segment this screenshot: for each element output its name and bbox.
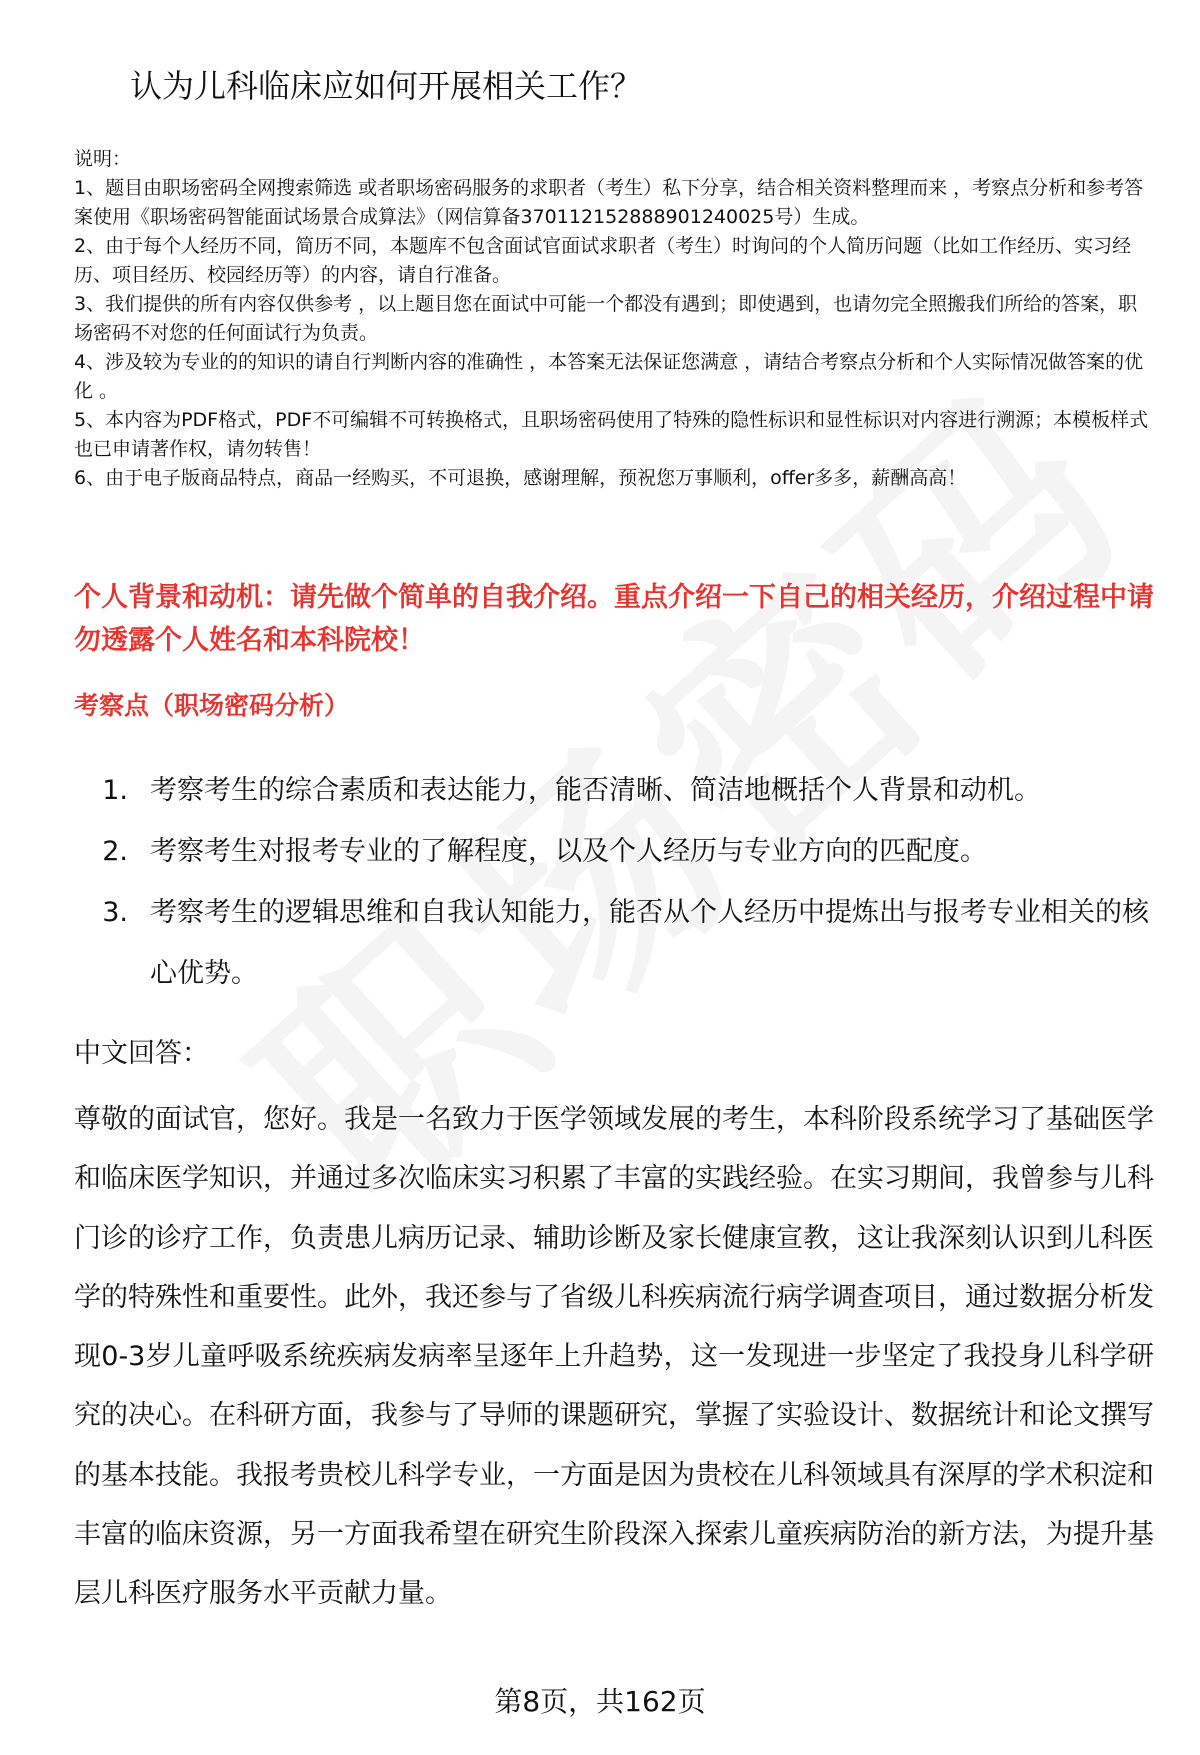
page-title: 认为儿科临床应如何开展相关工作？ bbox=[130, 67, 643, 105]
answer-text: 尊敬的面试官，您好。我是一名致力于医学领域发展的考生，本科阶段系统学习了基础医学和临床医学知识，并通过多次临床实习积累了丰富的实践经验。在实习期间，我曾参与儿科门诊的诊疗工作，负责患儿病历记录、辅助诊断及家长健康宣教，这让我深刻认识到儿科医学的特殊性和重要性。此外，我还参与了省级儿科疾病流行病学调查项目，通过数据分析发现0-3岁儿童呼吸系统疾病发病率呈逐年上升趋势，这一发现进一步坚定了我投身儿科学研究的决心。在科研方面，我参与了导师的课题研究，掌握了实验设计、数据统计和论文撰写的基本技能。我报考贵校儿科学专业，一方面是因为贵校在儿科领域具有深厚的学术积淀和丰富的临床资源，另一方面我希望在研究生阶段深入探索儿童疾病防治的新方法，为提升基层儿科医疗服务水平贡献力量。 bbox=[74, 1104, 1154, 1610]
note-item-1: 1、题目由职场密码全网搜索筛选 或者职场密码服务的求职者（考生）私下分享，结合相关资料整理而来 ，考察点分析和参考答案使用《职场密码智能面试场景合成算法》（网信算备370112152888901240025号）生成。 bbox=[74, 177, 1144, 228]
interview-question: 个人背景和动机：请先做个简单的自我介绍。重点介绍一下自己的相关经历，介绍过程中请勿透露个人姓名和本科院校！ bbox=[74, 582, 1154, 656]
point-number: 3. bbox=[102, 897, 128, 928]
point-text: 考察考生的逻辑思维和自我认知能力，能否从个人经历中提炼出与报考专业相关的核心优势。 bbox=[150, 897, 1149, 989]
notes-heading: 说明： bbox=[74, 148, 132, 170]
note-item-6: 6、由于电子版商品特点，商品一经购买，不可退换，感谢理解，预祝您万事顺利，offer多多，薪酬高高！ bbox=[74, 467, 967, 489]
analysis-points-list bbox=[74, 760, 1154, 1004]
analysis-point bbox=[74, 760, 1154, 821]
answer-label: 中文回答： bbox=[74, 1038, 209, 1069]
point-number: 1. bbox=[102, 775, 128, 806]
analysis-point bbox=[74, 882, 1154, 1004]
notes-section bbox=[74, 145, 1154, 493]
point-text: 考察考生对报考专业的了解程度，以及个人经历与专业方向的匹配度。 bbox=[150, 836, 987, 867]
point-number: 2. bbox=[102, 836, 128, 867]
page-number: 第8页，共162页 bbox=[494, 1685, 706, 1718]
point-text: 考察考生的综合素质和表达能力，能否清晰、简洁地概括个人背景和动机。 bbox=[150, 775, 1041, 806]
analysis-heading: 考察点（职场密码分析） bbox=[74, 691, 350, 720]
analysis-point bbox=[74, 821, 1154, 882]
note-item-4: 4、涉及较为专业的的知识的请自行判断内容的准确性 ，本答案无法保证您满意 ，请结合考察点分析和个人实际情况做答案的优化 。 bbox=[74, 351, 1144, 402]
note-item-2: 2、由于每个人经历不同，简历不同，本题库不包含面试官面试求职者（考生）时询问的个人简历问题（比如工作经历、实习经历、项目经历、校园经历等）的内容，请自行准备。 bbox=[74, 235, 1132, 286]
note-item-5: 5、本内容为PDF格式，PDF不可编辑不可转换格式，且职场密码使用了特殊的隐性标识和显性标识对内容进行溯源；本模板样式也已申请著作权，请勿转售！ bbox=[74, 409, 1149, 460]
note-item-3: 3、我们提供的所有内容仅供参考 ，以上题目您在面试中可能一个都没有遇到；即使遇到，也请勿完全照搬我们所给的答案，职场密码不对您的任何面试行为负责。 bbox=[74, 293, 1138, 344]
